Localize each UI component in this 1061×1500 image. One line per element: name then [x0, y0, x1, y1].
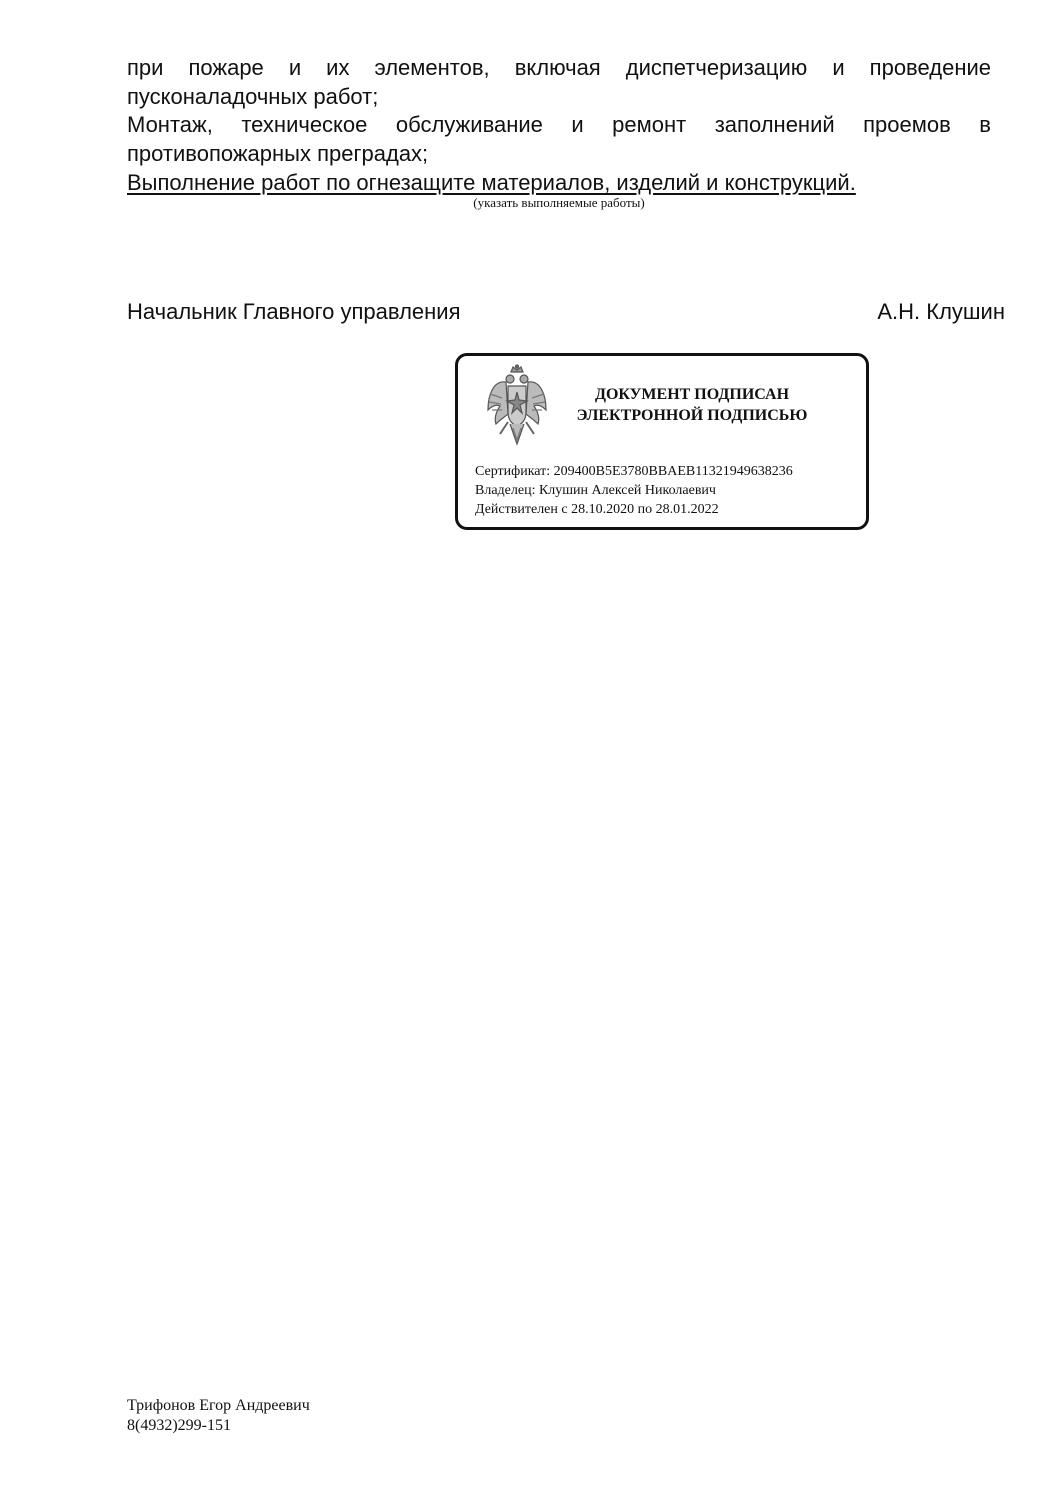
signatory-position: Начальник Главного управления: [127, 299, 461, 324]
executor-phone: 8(4932)299-151: [127, 1417, 231, 1434]
stamp-certificate: Сертификат: 209400B5E3780BBAEB11321949638236: [475, 464, 793, 479]
e-signature-stamp: [455, 353, 869, 530]
works-line-fireproofing: Выполнение работ по огнезащите материалов, изделий и конструкций.: [127, 170, 856, 195]
executor-name: Трифонов Егор Андреевич: [127, 1397, 310, 1414]
stamp-title: [558, 384, 826, 426]
stamp-owner: Владелец: Клушин Алексей Николаевич: [475, 483, 716, 498]
stamp-validity: Действителен с 28.10.2020 по 28.01.2022: [475, 502, 719, 517]
stamp-title-line-1: ДОКУМЕНТ ПОДПИСАН: [594, 386, 790, 403]
paragraph-works-fire-barriers: Монтаж, техническое обслуживание и ремонт заполнений проемов в противопожарных преградах;: [127, 112, 991, 166]
executor-info: [127, 1396, 310, 1436]
paragraph-works-fire-systems: при пожаре и их элементов, включая диспетчеризацию и проведение пусконаладочных работ;: [127, 55, 991, 109]
stamp-details: [475, 462, 793, 519]
emercom-emblem-icon: [484, 364, 550, 448]
stamp-title-line-2: ЭЛЕКТРОННОЙ ПОДПИСЬЮ: [576, 407, 808, 424]
works-caption: (указать выполняемые работы): [473, 195, 645, 210]
signatory-name: А.Н. Клушин: [877, 299, 1005, 324]
